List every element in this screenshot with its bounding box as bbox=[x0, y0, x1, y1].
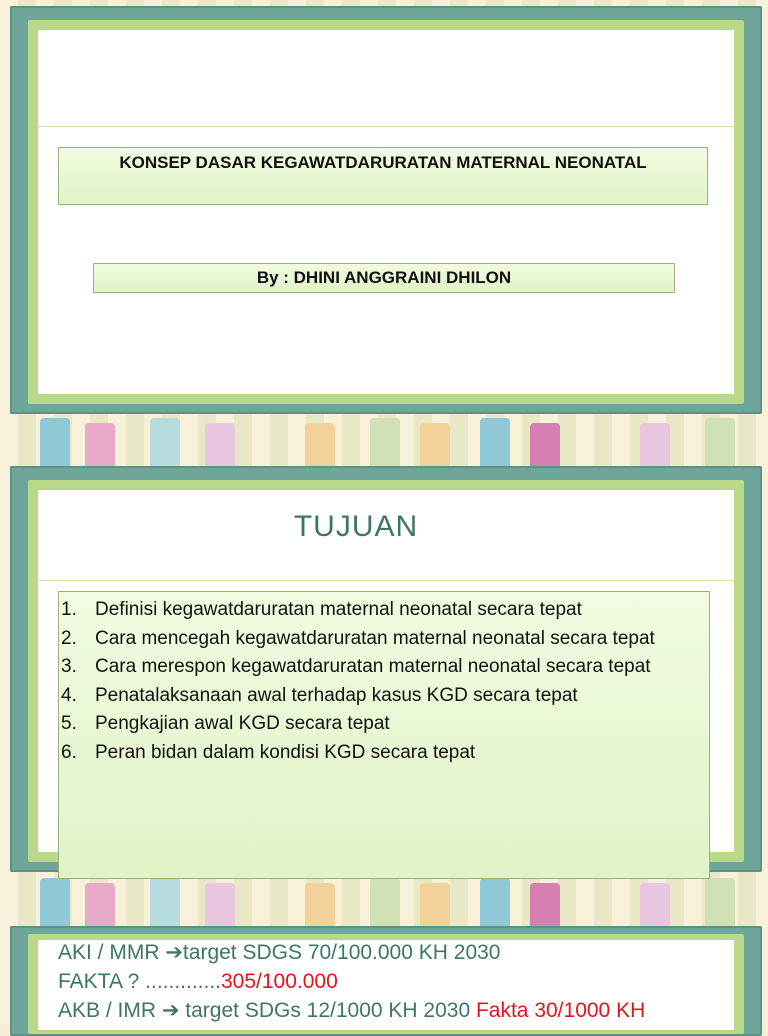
slide-heading: TUJUAN bbox=[293, 510, 419, 543]
peg bbox=[305, 423, 335, 468]
slide-1-divider bbox=[38, 126, 734, 127]
slide-title: KONSEP DASAR KEGAWATDARURATAN MATERNAL NEONATAL bbox=[119, 153, 647, 172]
peg bbox=[420, 423, 450, 468]
list-item: 4. Penatalaksanaan awal terhadap kasus KGD secara tepat bbox=[61, 684, 578, 706]
akb-target: AKB / IMR ➔ target SDGs 12/1000 KH 2030 Fakta 30/1000 KH bbox=[58, 999, 646, 1022]
slide-1-content-area bbox=[38, 30, 734, 394]
peg bbox=[150, 878, 180, 928]
peg bbox=[150, 418, 180, 468]
peg bbox=[370, 878, 400, 928]
author-name: By : DHINI ANGGRAINI DHILON bbox=[256, 268, 512, 287]
list-item: 6. Peran bidan dalam kondisi KGD secara tepat bbox=[61, 741, 476, 763]
list-item: 3. Cara merespon kegawatdaruratan maternal neonatal secara tepat bbox=[61, 656, 651, 677]
peg bbox=[40, 878, 70, 928]
peg bbox=[530, 423, 560, 468]
peg bbox=[85, 423, 115, 468]
decorative-pegs-top bbox=[0, 408, 768, 468]
peg bbox=[705, 878, 735, 928]
peg bbox=[85, 883, 115, 928]
slide-1-title-box bbox=[58, 147, 708, 205]
peg bbox=[205, 883, 235, 928]
peg bbox=[205, 423, 235, 468]
peg bbox=[370, 418, 400, 468]
peg bbox=[640, 883, 670, 928]
peg bbox=[480, 418, 510, 468]
aki-fact: FAKTA ? .............305/100.000 bbox=[58, 970, 338, 993]
list-item: 2. Cara mencegah kegawatdaruratan maternal neonatal secara tepat bbox=[61, 627, 655, 649]
list-item: 5. Pengkajian awal KGD secara tepat bbox=[61, 713, 390, 734]
list-item: 1. Definisi kegawatdaruratan maternal neonatal secara tepat bbox=[61, 599, 582, 620]
peg bbox=[530, 883, 560, 928]
slide-1-author-box bbox=[93, 263, 675, 293]
slide-2 bbox=[10, 466, 762, 872]
peg bbox=[640, 423, 670, 468]
aki-target: AKI / MMR ➔target SDGS 70/100.000 KH 2030 bbox=[58, 941, 501, 964]
objectives-box bbox=[58, 591, 710, 879]
peg bbox=[40, 418, 70, 468]
facts-text bbox=[58, 938, 758, 1025]
peg bbox=[705, 418, 735, 468]
peg bbox=[480, 878, 510, 928]
peg bbox=[305, 883, 335, 928]
slide-1 bbox=[10, 6, 762, 414]
slide-2-divider bbox=[38, 580, 734, 581]
objectives-list bbox=[61, 596, 701, 767]
peg bbox=[420, 883, 450, 928]
